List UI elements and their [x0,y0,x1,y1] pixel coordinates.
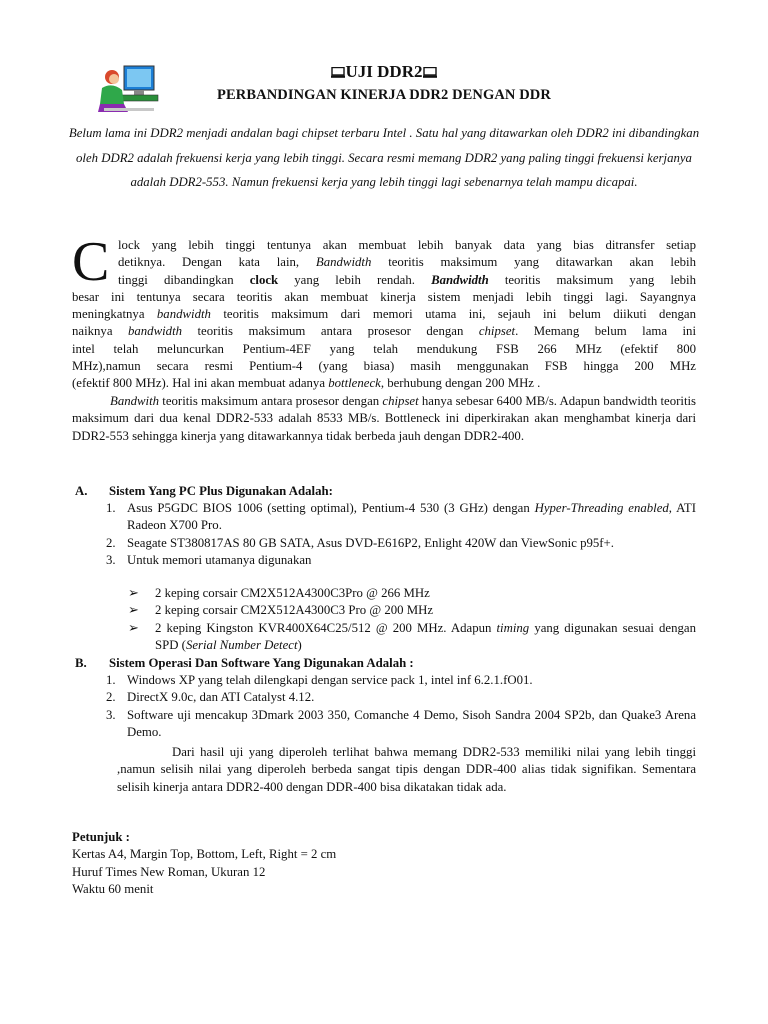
list-item: 1. Asus P5GDC BIOS 1006 (setting optimal), Pentium-4 530 (3 GHz) dengan Hyper-Threading enabled, ATI Radeon X700 Pro. [106,501,697,533]
memory-list [128,585,696,654]
list-item: 2. Seagate ST380817AS 80 GB SATA, Asus DVD-E616P2, Enlight 420W dan ViewSonic p95f+. [106,535,614,550]
section-a-list [106,500,696,569]
computer-icon [423,63,437,74]
instructions-block: Petunjuk : Kertas A4, Margin Top, Bottom, Left, Right = 2 cm Huruf Times New Roman, Ukuran 12 Waktu 60 menit [72,830,337,896]
list-item: 1. Windows XP yang telah dilengkapi dengan service pack 1, intel inf 6.2.1.fO01. [106,673,533,687]
list-item: 3. Untuk memori utamanya digunakan [106,552,312,567]
intro-paragraph: Belum lama ini DDR2 menjadi andalan bagi chipset terbaru Intel . Satu hal yang ditawarkan oleh DDR2 ini dibandingkan oleh DDR2 adalah frekuensi kerja yang lebih tinggi. Secara resmi memang DDR2 yang paling tinggi frekuensi kerjanya adalah DDR2-553. Namun frekuensi kerja yang lebih tinggi lagi sebenarnya telah mampu dicapai. [68,126,700,189]
body-paragraph-2: Bandwith teoritis maksimum antara prosesor dengan chipset hanya sebesar 6400 MB/s. Adapun bandwidth teoritis maksimum dari dua kenal DDR2-533 adalah 8533 MB/s. Bottleneck ini diperkirakan akan menghambat kinerja dari DDR2-553 sehingga kinerja yang ditawarkannya tidak berbeda jauh dengan DDR2-400. [72,394,697,443]
list-item: 2. DirectX 9.0c, dan ATI Catalyst 4.12. [106,690,315,705]
list-item: ➢ 2 keping corsair CM2X512A4300C3 Pro @ 200 MHz [128,602,696,619]
section-b-list [106,672,696,741]
page-title: UJI DDR2 [0,62,768,82]
section-b-heading: B. Sistem Operasi Dan Software Yang Digunakan Adalah : [75,656,414,670]
drop-cap: C [72,231,110,293]
list-item: 3. Software uji mencakup 3Dmark 2003 350, Comanche 4 Demo, Sisoh Sandra 2004 SP2b, dan Quake3 Arena Demo. [106,707,696,739]
arrow-bullet-icon: ➢ [128,603,139,618]
body-paragraph-1: lock yang lebih tinggi tentunya akan membuat lebih banyak data yang bias ditransfer setiap detiknya. Dengan kata lain, Bandwidth teoritis maksimum yang ditawarkan akan lebih tinggi dibandingkan clock yang lebih rendah. Bandwidth teoritis maksimum yang lebih besar ini tentunya secara teoritis akan membuat kinerja sistem menjadi lebih tinggi lagi. Sayangnya meningkatnya bandwidth teoritis maksimum dari memori utama ini, sejauh ini belum diikuti dengan naiknya bandwidth teoritis maksimum antara prosesor dengan chipset. Memang belum lama ini intel telah meluncurkan Pentium-4EF yang telah mendukung FSB 266 MHz (efektif 800 MHz),namun secara resmi Pentium-4 (yang biasa) masih menggunakan FSB hingga 200 MHz (efektif 800 MHz). Hal ini akan membuat adanya bottleneck, berhubung dengan 200 MHz . [72,238,697,391]
arrow-bullet-icon: ➢ [128,620,139,635]
section-a-heading: A. Sistem Yang PC Plus Digunakan Adalah: [75,484,333,498]
computer-icon [331,63,345,74]
page-subtitle: PERBANDINGAN KINERJA DDR2 DENGAN DDR [217,87,551,103]
arrow-bullet-icon: ➢ [128,586,139,600]
instructions-heading: Petunjuk : [72,830,130,844]
summary-paragraph: Dari hasil uji yang diperoleh terlihat bahwa memang DDR2-533 memiliki nilai yang lebih tinggi ,namun selisih nilai yang diperoleh berbeda sangat tipis dengan DDR-400 alias tidak signifikan. Sementara selisih kinerja antara DDR2-400 dengan DDR-400 bisa dikatakan tidak ada. [117,745,696,794]
list-item: ➢ 2 keping corsair CM2X512A4300C3Pro @ 266 MHz [128,585,696,602]
list-item: ➢ 2 keping Kingston KVR400X64C25/512 @ 200 MHz. Adapun timing yang digunakan sesuai dengan SPD (Serial Number Detect) [128,620,696,652]
